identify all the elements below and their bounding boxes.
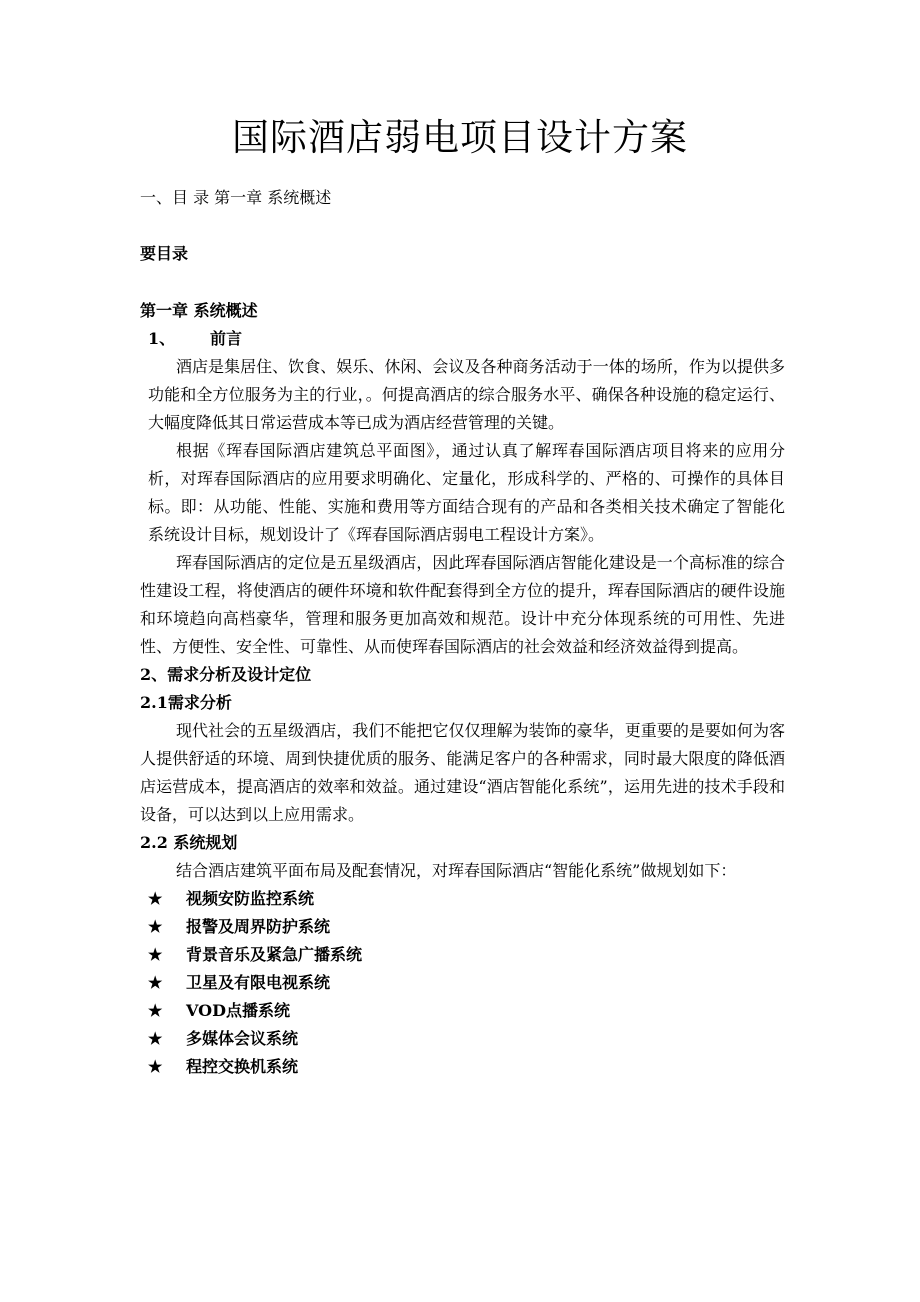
document-body <box>140 297 785 1081</box>
requirements-paragraph: 现代社会的五星级酒店，我们不能把它仅仅理解为装饰的豪华，更重要的是要如何为客人提供舒适的环境、周到快捷优质的服务、能满足客户的各种需求，同时最大限度的降低酒店运营成本，提高酒店的效率和效益。通过建设“酒店智能化系统”，运用先进的技术手段和设备，可以达到以上应用需求。 <box>140 721 785 824</box>
list-item <box>140 1053 785 1081</box>
intro-paragraph-2: 根据《珲春国际酒店建筑总平面图》，通过认真了解珲春国际酒店项目将来的应用分析，对珲春国际酒店的应用要求明确化、定量化，形成科学的、严格的、可操作的具体目标。即：从功能、性能、实施和费用等方面结合现有的产品和各类相关技术确定了智能化系统设计目标，规划设计了《珲春国际酒店弱电工程设计方案》。 <box>148 441 785 544</box>
section-2-2-number: 2.2 <box>140 833 168 852</box>
list-item <box>140 913 785 941</box>
toc-line: 一、目 录 第一章 系统概述 <box>140 188 332 207</box>
star-bullet-icon: ★ <box>148 889 163 908</box>
chapter-heading: 第一章 系统概述 <box>140 301 258 320</box>
section-2-heading: 2、需求分析及设计定位 <box>140 665 312 684</box>
list-item-label: 背景音乐及紧急广播系统 <box>186 945 363 964</box>
section-1-heading <box>140 325 785 353</box>
section-2-1-heading: 2.1需求分析 <box>140 693 232 712</box>
section-2-2-heading <box>140 829 785 857</box>
star-bullet-icon: ★ <box>148 973 163 992</box>
list-item-label: 程控交换机系统 <box>186 1057 299 1076</box>
star-bullet-icon: ★ <box>148 917 163 936</box>
section-1-number: 1、 <box>148 329 176 348</box>
system-list <box>140 885 785 1081</box>
section-1-title: 前言 <box>210 329 243 348</box>
planning-paragraph: 结合酒店建筑平面布局及配套情况，对珲春国际酒店“智能化系统”做规划如下： <box>176 861 737 880</box>
intro-paragraph-3: 珲春国际酒店的定位是五星级酒店，因此珲春国际酒店智能化建设是一个高标准的综合性建设工程，将使酒店的硬件环境和软件配套得到全方位的提升，珲春国际酒店的硬件设施和环境趋向高档豪华，管理和服务更加高效和规范。设计中充分体现系统的可用性、先进性、方便性、安全性、可靠性、从而使珲春国际酒店的社会效益和经济效益得到提高。 <box>140 553 785 656</box>
list-item-label: 卫星及有限电视系统 <box>186 973 331 992</box>
list-item-label: VOD点播系统 <box>186 1001 290 1020</box>
list-item <box>140 1025 785 1053</box>
section-2-2-title: 系统规划 <box>173 833 238 852</box>
list-item-label: 视频安防监控系统 <box>186 889 315 908</box>
list-item <box>140 997 785 1025</box>
star-bullet-icon: ★ <box>148 1029 163 1048</box>
list-item <box>140 885 785 913</box>
star-bullet-icon: ★ <box>148 945 163 964</box>
list-item-label: 报警及周界防护系统 <box>186 917 331 936</box>
star-bullet-icon: ★ <box>148 1057 163 1076</box>
list-item <box>140 941 785 969</box>
intro-paragraph-1: 酒店是集居住、饮食、娱乐、休闲、会议及各种商务活动于一体的场所，作为以提供多功能和全方位服务为主的行业，。何提高酒店的综合服务水平、确保各种设施的稳定运行、大幅度降低其日常运营成本等已成为酒店经营管理的关键。 <box>148 357 785 432</box>
toc-heading: 要目录 <box>140 244 189 263</box>
star-bullet-icon: ★ <box>148 1001 163 1020</box>
list-item <box>140 969 785 997</box>
list-item-label: 多媒体会议系统 <box>186 1029 299 1048</box>
document-title: 国际酒店弱电项目设计方案 <box>232 116 688 159</box>
